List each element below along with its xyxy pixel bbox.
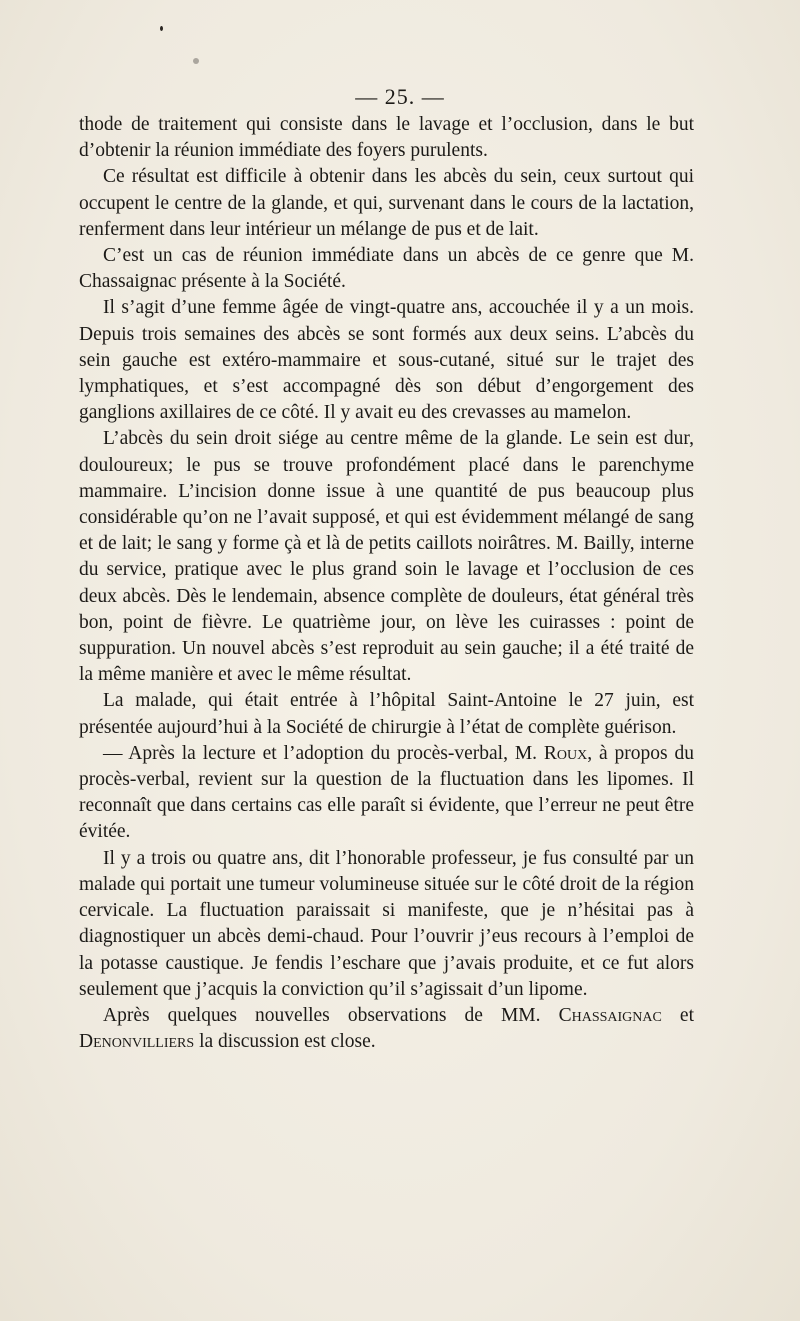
paragraph: Il y a trois ou quatre ans, dit l’honorable professeur, je fus consulté par un malade qui portait une tumeur volumineuse située sur le côté droit de la région cervicale. La fluctuation paraissait si manifeste, que je n’hésitai pas à diagnostiquer un abcès demi-chaud. Pour l’ouvrir j’eus recours à l’emploi de la potasse caustique. Je fendis l’eschare que j’avais produite, et ce fut alors seulement que j’acquis la conviction qu’il s’agissait d’un lipome. bbox=[79, 847, 694, 1000]
body-text bbox=[79, 112, 694, 1055]
page-number: — 25. — bbox=[355, 84, 445, 109]
paragraph: C’est un cas de réunion immédiate dans un abcès de ce genre que M. Chassaignac présente à la Société. bbox=[79, 245, 694, 293]
author-name: Roux bbox=[543, 742, 588, 764]
paragraph: Ce résultat est difficile à obtenir dans les abcès du sein, ceux surtout qui occupent le centre de la glande, et qui, survenant dans le cours de la lactation, renferment dans leur intérieur un mélange de pus et de lait. bbox=[79, 166, 694, 240]
paragraph bbox=[79, 1003, 694, 1055]
text-run: — Après la lecture et l’adoption du procès-verbal, M. bbox=[103, 742, 544, 764]
ink-speck bbox=[160, 26, 163, 31]
ink-speck bbox=[193, 58, 199, 64]
text-run: Après quelques nouvelles observations de MM. bbox=[103, 1004, 559, 1026]
paragraph: Il s’agit d’une femme âgée de vingt-quatre ans, accouchée il y a un mois. Depuis trois semaines des abcès se sont formés aux deux seins. L’abcès du sein gauche est extéro-mammaire et sous-cutané, situé sur le trajet des lymphatiques, et s’est accompagné dès son début d’engorgement des ganglions axillaires de ce côté. Il y avait eu des crevasses au mamelon. bbox=[79, 297, 694, 424]
paragraph: L’abcès du sein droit siége au centre même de la glande. Le sein est dur, douloureux; le pus se trouve profondément placé dans le parenchyme mammaire. L’incision donne issue à une quantité de pus beaucoup plus considérable qu’on ne l’avait supposé, et qui est évidemment mélangé de sang et de lait; le sang y forme çà et là de petits caillots noirâtres. M. Bailly, interne du service, pratique avec le plus grand soin le lavage et l’occlusion de ces deux abcès. Dès le lendemain, absence complète de douleurs, état général très bon, point de fièvre. Le quatrième jour, on lève les cuirasses : point de suppuration. Un nouvel abcès s’est reproduit au sein gauche; il a été traité de la même manière et avec le même résultat. bbox=[79, 428, 694, 686]
author-name: Chassaignac bbox=[558, 1004, 662, 1026]
text-run: la discussion est close. bbox=[194, 1031, 376, 1053]
text-run: et bbox=[661, 1004, 694, 1026]
paragraph-continuation: thode de traitement qui consiste dans le lavage et l’occlusion, dans le but d’obtenir la réunion immédiate des foyers purulents. bbox=[79, 114, 694, 162]
author-name: Denonvilliers bbox=[79, 1031, 195, 1053]
paragraph bbox=[79, 741, 694, 846]
text-run: , à propos du procès-verbal, revient sur la question de la fluctuation dans les lipomes. Il reconnaît que dans certains cas elle paraît si évidente, que l’erreur ne peut être évitée. bbox=[79, 742, 694, 843]
paragraph: La malade, qui était entrée à l’hôpital Saint-Antoine le 27 juin, est présentée aujourd’hui à la Société de chirurgie à l’état de complète guérison. bbox=[79, 690, 694, 738]
